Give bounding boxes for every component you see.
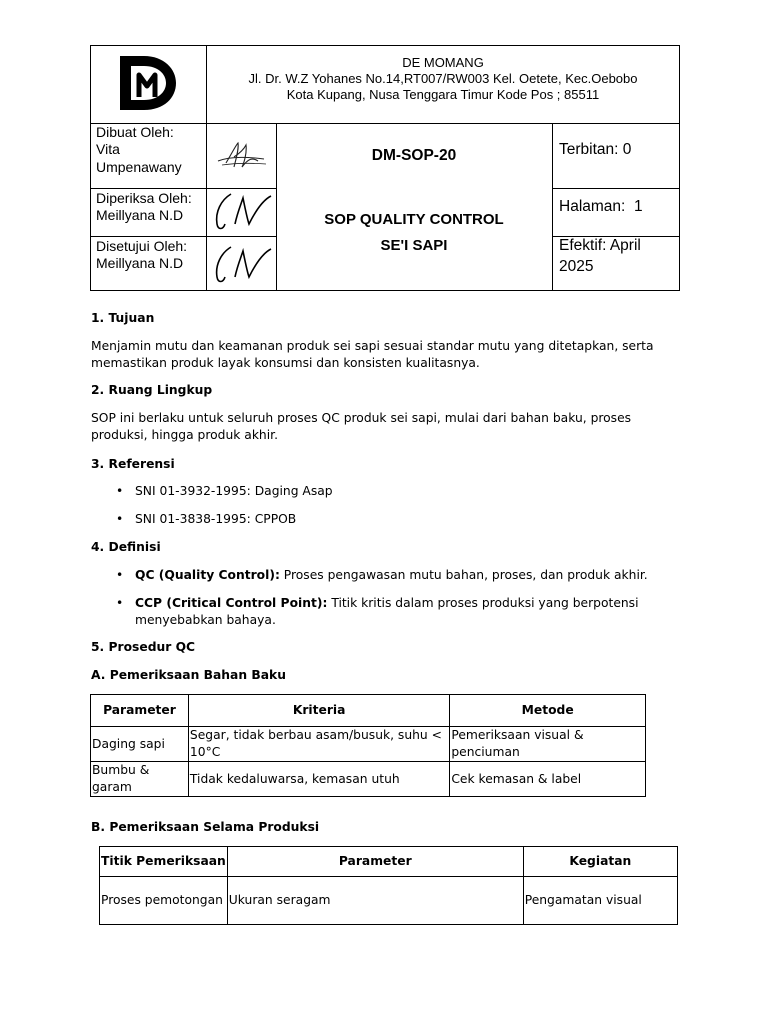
reference-text: SNI 01-3932-1995: Daging Asap bbox=[135, 484, 333, 498]
company-name: DE MOMANG bbox=[402, 55, 484, 70]
raw-material-table bbox=[90, 694, 646, 797]
table-header-row bbox=[91, 695, 646, 727]
checked-by-signature bbox=[207, 189, 276, 235]
section-2-heading: 2. Ruang Lingkup bbox=[91, 383, 213, 397]
approved-by-signature bbox=[207, 237, 276, 290]
bullet-icon: • bbox=[116, 484, 124, 498]
checked-by-name: Meillyana N.D bbox=[96, 207, 184, 223]
section-1-heading: 1. Tujuan bbox=[91, 311, 155, 325]
column-header: Titik Pemeriksaan bbox=[100, 847, 228, 877]
made-by-signature bbox=[207, 124, 276, 187]
table-row bbox=[91, 727, 646, 762]
company-info bbox=[206, 45, 680, 123]
section-3-heading: 3. Referensi bbox=[91, 457, 175, 471]
table-cell: Tidak kedaluwarsa, kemasan utuh bbox=[188, 762, 449, 797]
issue-number: Terbitan: 0 bbox=[559, 141, 632, 158]
approved-by-cell bbox=[90, 238, 212, 272]
table-cell: Ukuran seragam bbox=[227, 877, 523, 925]
table-header-row bbox=[100, 847, 678, 877]
table-cell: Cek kemasan & label bbox=[450, 762, 646, 797]
column-header: Parameter bbox=[227, 847, 523, 877]
page-number: Halaman: 1 bbox=[559, 198, 643, 215]
effective-date bbox=[552, 235, 687, 277]
production-check-table bbox=[99, 846, 678, 925]
table-row bbox=[100, 877, 678, 925]
reference-text: SNI 01-3838-1995: CPPOB bbox=[135, 512, 297, 526]
approved-by-name: Meillyana N.D bbox=[96, 255, 184, 271]
section-5-heading: 5. Prosedur QC bbox=[91, 640, 196, 654]
subsection-b-heading: B. Pemeriksaan Selama Produksi bbox=[91, 820, 320, 834]
made-by-label: Dibuat Oleh: bbox=[96, 124, 174, 140]
definition-desc: Proses pengawasan mutu bahan, proses, dan produk akhir. bbox=[279, 568, 648, 582]
column-header: Kegiatan bbox=[523, 847, 677, 877]
table-cell: Segar, tidak berbau asam/busuk, suhu < 10°C bbox=[188, 727, 449, 762]
section-2-text: SOP ini berlaku untuk seluruh proses QC produk sei sapi, mulai dari bahan baku, proses produksi, hingga produk akhir. bbox=[91, 411, 632, 442]
table-cell: Pemeriksaan visual & penciuman bbox=[450, 727, 646, 762]
bullet-icon: • bbox=[116, 568, 124, 582]
column-header: Metode bbox=[450, 695, 646, 727]
column-header: Parameter bbox=[91, 695, 189, 727]
table-cell: Daging sapi bbox=[91, 727, 189, 762]
definition-term: CCP (Critical Control Point): bbox=[135, 596, 328, 610]
document-header-table bbox=[90, 45, 680, 291]
table-row bbox=[91, 762, 646, 797]
effective-date-line1: Efektif: April bbox=[559, 237, 641, 254]
section-4-heading: 4. Definisi bbox=[91, 540, 161, 554]
made-by-cell bbox=[90, 124, 212, 176]
definition-term: QC (Quality Control): bbox=[135, 568, 280, 582]
document-code: DM-SOP-20 bbox=[371, 146, 457, 164]
section-1-text: Menjamin mutu dan keamanan produk sei sapi sesuai standar mutu yang ditetapkan, serta memastikan produk layak konsumsi dan konsisten kualitasnya. bbox=[91, 339, 654, 370]
checked-by-cell bbox=[90, 190, 212, 224]
bullet-icon: • bbox=[116, 512, 124, 526]
document-title-line1: SOP QUALITY CONTROL bbox=[324, 211, 504, 228]
definition-desc: Titik kritis dalam proses produksi yang berpotensi menyebabkan bahaya. bbox=[135, 596, 639, 627]
bullet-icon: • bbox=[116, 596, 124, 610]
checked-by-label: Diperiksa Oleh: bbox=[96, 190, 192, 206]
approved-by-label: Disetujui Oleh: bbox=[96, 238, 188, 254]
table-cell: Pengamatan visual bbox=[523, 877, 677, 925]
effective-date-line2: 2025 bbox=[559, 258, 594, 275]
made-by-name-last: Umpenawany bbox=[96, 159, 182, 175]
document-title bbox=[276, 188, 552, 291]
company-address-line1: Jl. Dr. W.Z Yohanes No.14,RT007/RW003 Kel. Oetete, Kec.Oebobo bbox=[248, 71, 638, 86]
table-cell: Bumbu & garam bbox=[91, 762, 189, 797]
company-logo bbox=[90, 45, 206, 123]
made-by-name-first: Vita bbox=[96, 141, 120, 157]
column-header: Kriteria bbox=[188, 695, 449, 727]
document-title-line2: SE'I SAPI bbox=[380, 237, 448, 254]
table-cell: Proses pemotongan bbox=[100, 877, 228, 925]
company-address-line2: Kota Kupang, Nusa Tenggara Timur Kode Pos ; 85511 bbox=[286, 87, 600, 102]
subsection-a-heading: A. Pemeriksaan Bahan Baku bbox=[91, 668, 286, 682]
